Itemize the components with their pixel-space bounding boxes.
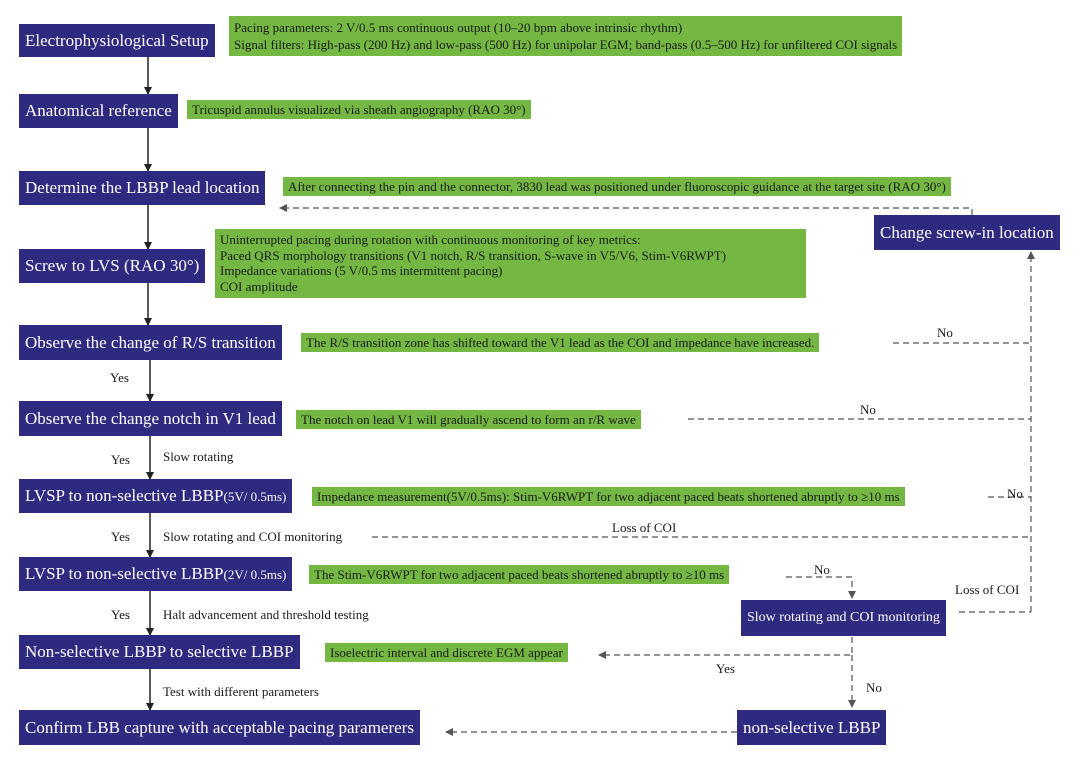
note-screw-line-1: Uninterrupted pacing during rotation with continuous monitoring of key metrics:	[220, 232, 641, 247]
note-screw	[215, 229, 806, 298]
step-change-screw-location: Change screw-in location	[874, 215, 1060, 250]
step-lvsp-5v-label: LVSP to non-selective LBBP	[25, 486, 224, 505]
label-yes-lvsp1: Yes	[111, 529, 130, 544]
step-lvsp-2v-params: (2V/ 0.5ms)	[223, 567, 287, 582]
note-setup-line-1: Pacing parameters: 2 V/0.5 ms continuous output (10–20 bpm above intrinsic rhythm)	[234, 20, 683, 35]
note-rs-transition: The R/S transition zone has shifted toward the V1 lead as the COI and impedance have increased.	[301, 333, 819, 352]
step-nonselective-to-selective: Non-selective LBBP to selective LBBP	[19, 635, 300, 669]
label-test-params: Test with different parameters	[163, 684, 319, 699]
label-halt: Halt advancement and threshold testing	[163, 607, 369, 622]
dash-yes-slow	[599, 637, 852, 655]
label-no-rs: No	[937, 325, 953, 340]
note-setup-line-2: Signal filters: High-pass (200 Hz) and low-pass (500 Hz) for unipolar EGM; band-pass (0.5–500 Hz) for unfiltered COI signals	[234, 37, 898, 52]
step-lvsp-5v-params: (5V/ 0.5ms)	[223, 489, 287, 504]
label-yes-slow: Yes	[716, 661, 735, 676]
label-loss-coi-1: Loss of COI	[612, 520, 677, 535]
label-yes-notch: Yes	[111, 452, 130, 467]
step-nonselective-lbbp: non-selective LBBP	[737, 710, 886, 745]
label-no-lvsp1: No	[1007, 486, 1023, 501]
step-lvsp-5v	[19, 479, 292, 513]
step-slow-rotating-coi: Slow rotating and COI monitoring	[741, 600, 946, 636]
step-observe-rs-transition: Observe the change of R/S transition	[19, 325, 282, 360]
label-no-lvsp2: No	[814, 562, 830, 577]
label-slow-rotating: Slow rotating	[163, 449, 234, 464]
dash-change-to-determine	[280, 208, 972, 215]
step-observe-notch-v1: Observe the change notch in V1 lead	[19, 401, 282, 436]
label-loss-coi-2: Loss of COI	[955, 582, 1020, 597]
label-slow-rotating-coi: Slow rotating and COI monitoring	[163, 529, 343, 544]
step-lvsp-2v	[19, 557, 292, 591]
note-ns-to-s: Isoelectric interval and discrete EGM appear	[325, 643, 568, 662]
dash-no-lvsp2	[786, 577, 852, 598]
note-screw-line-4: COI amplitude	[220, 278, 298, 294]
label-no-notch: No	[860, 402, 876, 417]
label-no-slow: No	[866, 680, 882, 695]
step-determine-lead-location: Determine the LBBP lead location	[19, 171, 265, 205]
step-lvsp-2v-label: LVSP to non-selective LBBP	[25, 564, 224, 583]
label-yes-rs: Yes	[110, 370, 129, 385]
step-anatomical-reference: Anatomical reference	[19, 94, 178, 128]
note-anatomical: Tricuspid annulus visualized via sheath angiography (RAO 30°)	[187, 100, 531, 119]
note-setup	[229, 16, 902, 56]
step-electrophysiological-setup: Electrophysiological Setup	[19, 24, 215, 57]
step-confirm-lbb-capture: Confirm LBB capture with acceptable pacing paramerers	[19, 710, 420, 745]
note-screw-line-2: Paced QRS morphology transitions (V1 notch, R/S transition, S-wave in V5/V6, Stim-V6RWPT)	[220, 247, 727, 263]
note-determine: After connecting the pin and the connector, 3830 lead was positioned under fluoroscopic guidance at the target site (RAO 30°)	[283, 177, 951, 196]
note-screw-line-3: Impedance variations (5 V/0.5 ms intermittent pacing)	[220, 263, 503, 278]
label-yes-lvsp2: Yes	[111, 607, 130, 622]
note-lvsp-2v: The Stim-V6RWPT for two adjacent paced beats shortened abruptly to ≥10 ms	[309, 565, 729, 584]
step-screw-to-lvs: Screw to LVS (RAO 30°)	[19, 249, 205, 283]
note-notch: The notch on lead V1 will gradually ascend to form an r/R wave	[296, 410, 641, 429]
note-lvsp-5v: Impedance measurement(5V/0.5ms): Stim-V6RWPT for two adjacent paced beats shortened abruptly to ≥10 ms	[312, 487, 905, 506]
